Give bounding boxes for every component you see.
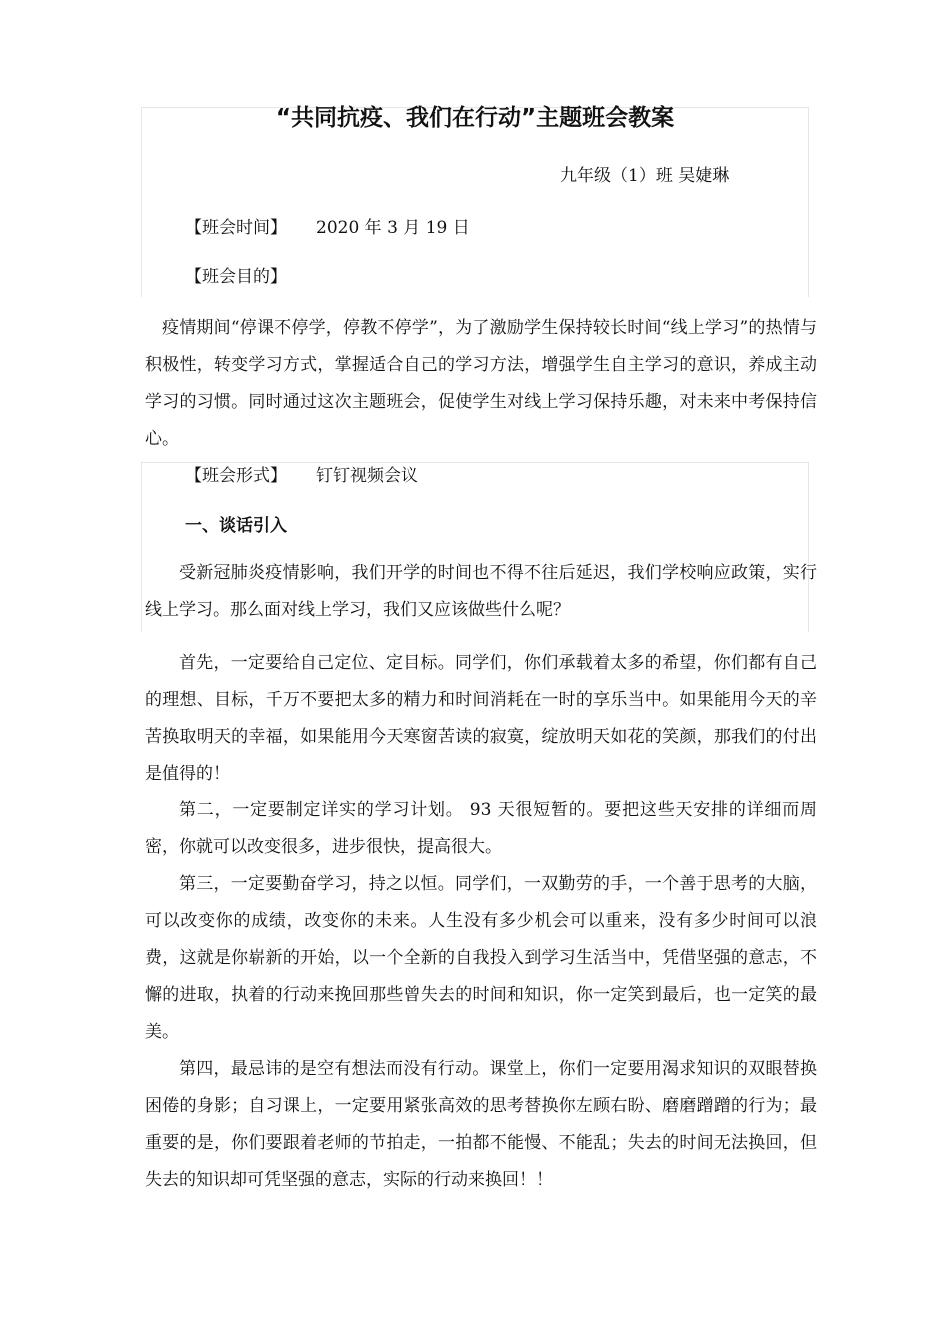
paragraph-fourth: 第四，最忌讳的是空有想法而没有行动。课堂上，你们一定要用渴求知识的双眼替换困倦的身影；自习课上，一定要用紧张高效的思考替换你左顾右盼、磨磨蹭蹭的行为；最重要的是，你们要跟着老师的节拍走，一拍都不能慢、不能乱；失去的时间无法换回，但失去的知识却可凭坚强的意志，实际的行动来换回！！ [145,1059,817,1190]
paragraph-third: 第三，一定要勤奋学习，持之以恒。同学们，一双勤劳的手，一个善于思考的大脑，可以改变你的成绩，改变你的未来。人生没有多少机会可以重来，没有多少时间可以浪费，这就是你崭新的开始，以一个全新的自我投入到学习生活当中，凭借坚强的意志，不懈的进取，执着的行动来挽回那些曾失去的时间和知识，你一定笑到最后，也一定笑的最美。 [145,874,817,1042]
purpose-text: 疫情期间“停课不停学，停教不停学”，为了激励学生保持较长时间“线上学习”的热情与积极性，转变学习方式，掌握适合自己的学习方法，增强学生自主学习的意识，养成主动学习的习惯。同时通过这次主题班会，促使学生对线上学习保持乐趣，对未来中考保持信心。 [145,318,817,449]
intro-paragraph: 受新冠肺炎疫情影响，我们开学的时间也不得不往后延迟，我们学校响应政策，实行线上学习。那么面对线上学习，我们又应该做些什么呢？ [145,563,817,620]
form-label: 【班会形式】 [185,466,287,486]
purpose-label: 【班会目的】 [185,267,287,287]
paragraph-first: 首先，一定要给自己定位、定目标。同学们，你们承载着太多的希望，你们都有自己的理想、目标，千万不要把太多的精力和时间消耗在一时的享乐当中。如果能用今天的辛苦换取明天的幸福，如果能用今天寒窗苦读的寂寞，绽放明天如花的笑颜，那我们的付出是值得的！ [145,653,817,784]
form-value: 钉钉视频会议 [316,466,418,486]
document-title: “共同抗疫、我们在行动”主题班会教案 [275,105,675,131]
paragraph-second: 第二，一定要制定详实的学习计划。 93 天很短暂的。要把这些天安排的详细而周密，你就可以改变很多，进步很快，提高很大。 [145,800,817,857]
section-heading-intro: 一、谈话引入 [185,516,287,536]
time-label: 【班会时间】 [185,218,287,238]
class-author-byline: 九年级（1）班 吴婕琳 [560,166,730,186]
time-value: 2020 年 3 月 19 日 [316,218,470,238]
